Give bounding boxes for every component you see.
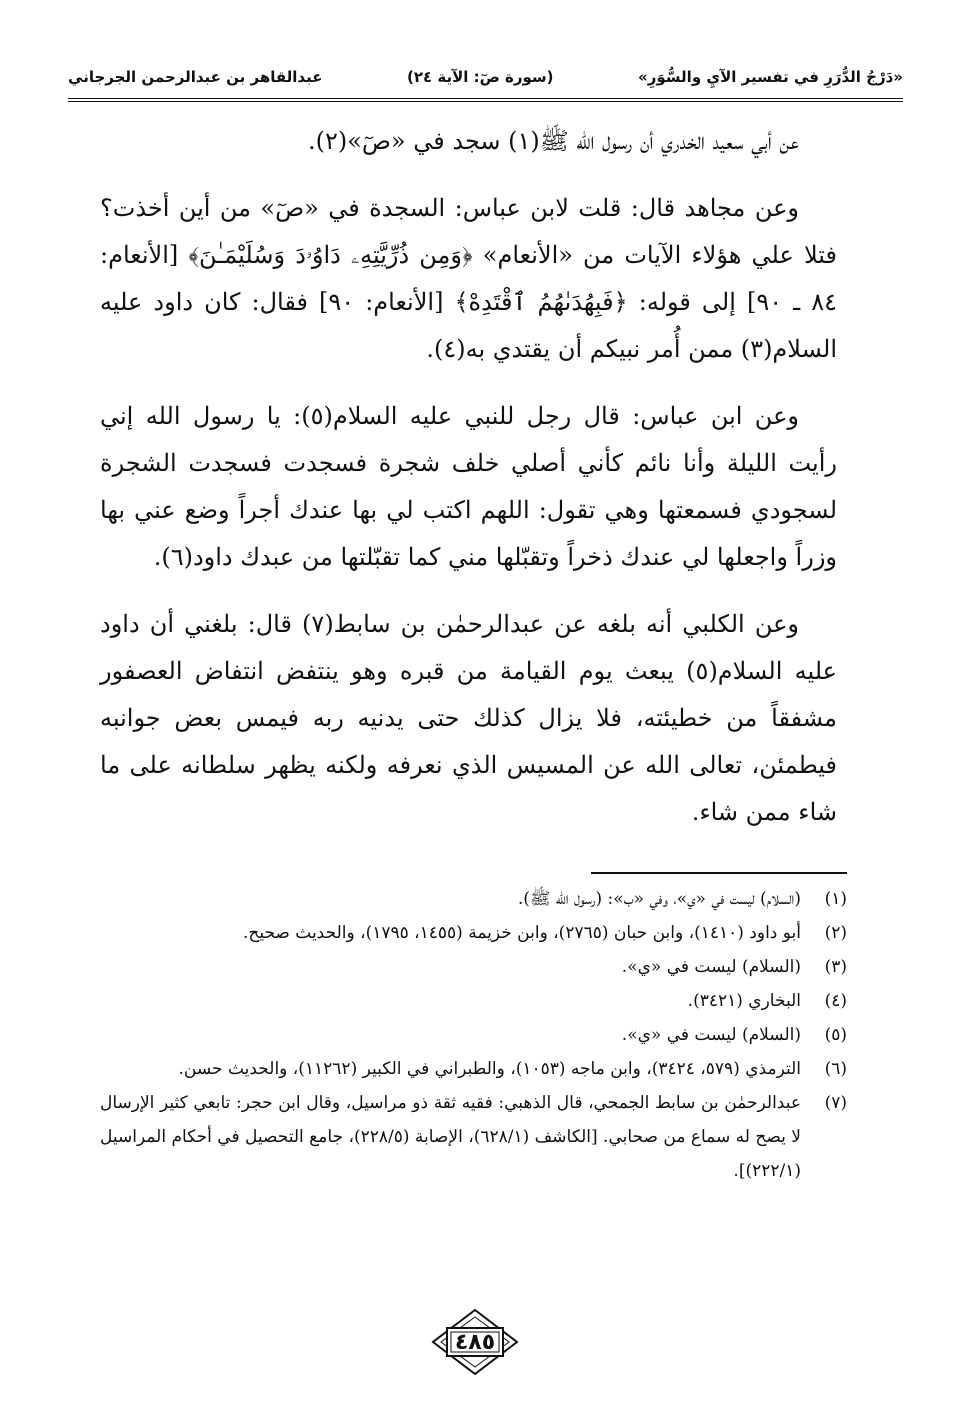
footnote-number: (١) [824,889,847,909]
footnote [100,882,847,916]
header-divider [68,98,903,102]
footnote-number: (٤) [824,991,847,1011]
footnote-divider [591,872,847,874]
running-header [68,62,903,92]
page-number-ornament [425,1308,525,1376]
header-book-title: «دَرْجُ الدُّرَرِ في تفسير الآيِ والسُّوَرِ» [638,68,903,86]
footnote-number: (٢) [824,923,847,943]
footnote-text: (السلام) ليست في «ي»، وفي «ب»: (رسول الله ﷺ). [517,889,801,909]
footnote [100,1018,847,1052]
paragraph: عن أبي سعيد الخدري أن رسول الله ﷺ(١) سجد في «صٓ»(٢). [307,127,799,155]
footnote [100,1052,847,1086]
footnote-number: (٧) [824,1093,847,1113]
footnote-text: (السلام) ليست في «ي». [621,957,801,977]
page-number: ٤٨٥ [454,1330,496,1355]
footnote-text: الترمذي (٥٧٩، ٣٤٢٤)، وابن ماجه (١٠٥٣)، والطبراني في الكبير (١١٢٦٢)، والحديث حسن. [178,1059,801,1079]
paragraph: وعن الكلبي أنه بلغه عن عبدالرحمٰن بن سابط(٧) قال: بلغني أن داود عليه السلام(٥) يبعث يوم القيامة من قبره وهو ينتفض انتفاض العصفور مشفقاً من خطيئته، فلا يزال كذلك حتى يدنيه ربه فيمس بعض جوانبه فيطمئن، تعالى الله عن المسيس الذي نعرفه ولكنه يظهر سلطانه على ما شاء ممن شاء. [100,610,837,826]
main-text [100,118,837,856]
footnote-text: (السلام) ليست في «ي». [621,1025,801,1045]
footnote-text: البخاري (٣٤٢١). [687,991,801,1011]
footnote [100,984,847,1018]
paragraph: وعن ابن عباس: قال رجل للنبي عليه السلام(٥): يا رسول الله إني رأيت الليلة وأنا نائم كأني أصلي خلف شجرة فسجدت فسجدت الشجرة لسجودي فسمعتها وهي تقول: اللهم اكتب لي بها عندك أجراً وضع عني بها وزراً واجعلها لي عندك ذخراً وتقبّلها مني كما تقبّلتها من عبدك داود(٦). [100,402,837,571]
header-author: عبدالقاهر بن عبدالرحمن الجرجاني [68,68,323,86]
footnote-number: (٦) [824,1059,847,1079]
footnote [100,950,847,984]
footnote-text: أبو داود (١٤١٠)، وابن حبان (٢٧٦٥)، وابن خزيمة (١٤٥٥، ١٧٩٥)، والحديث صحيح. [242,923,801,943]
header-surah-ref: (سورة صٓ: الآية ٢٤) [406,68,554,86]
footnote-number: (٥) [824,1025,847,1045]
footnote [100,1086,847,1188]
footnote-number: (٣) [824,957,847,977]
paragraph: وعن مجاهد قال: قلت لابن عباس: السجدة في «صٓ» من أين أخذت؟ فتلا علي هؤلاء الآيات من «الأنعام» ﴿وَمِن ذُرِّيَّتِهِۦ دَاوُۥدَ وَسُلَيْمَـٰنَ﴾ [الأنعام: ٨٤ ـ ٩٠] إلى قوله: ﴿فَبِهُدَىٰهُمُ ٱقْتَدِهْ﴾ [الأنعام: ٩٠] فقال: كان داود عليه السلام(٣) ممن أُمر نبيكم أن يقتدي به(٤). [100,194,837,363]
footnotes [100,882,847,1188]
footnote [100,916,847,950]
footnote-text: عبدالرحمٰن بن سابط الجمحي، قال الذهبي: فقيه ثقة ذو مراسيل، وقال ابن حجر: تابعي كثير الإرسال لا يصح له سماع من صحابي. [الكاشف (٦٢٨/١)، الإصابة (٢٢٨/٥)، جامع التحصيل في أحكام المراسيل (٢٢٢/١)]. [100,1093,801,1181]
